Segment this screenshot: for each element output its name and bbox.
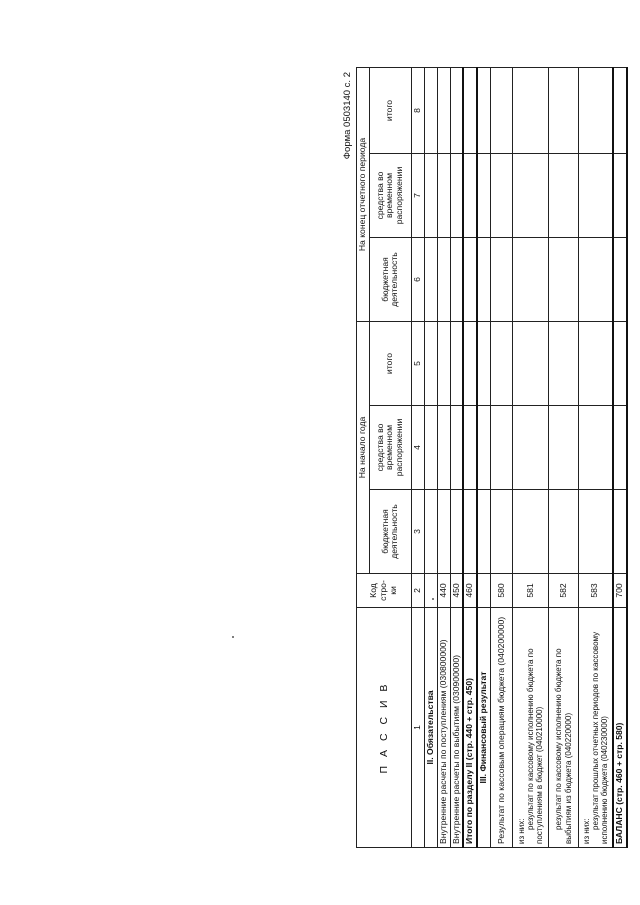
row-name: Внутренние расчеты по поступлениям (030800000) (437, 608, 450, 848)
row-name: Внутренние расчеты по выбытиям (030900000) (450, 608, 463, 848)
row-code: 580 (491, 574, 513, 608)
value-cell (549, 154, 579, 238)
value-cell (450, 322, 463, 406)
header-total: итого (369, 68, 411, 154)
value-cell (437, 68, 450, 154)
row-prefix: из них: (581, 818, 591, 844)
value-cell (437, 154, 450, 238)
row-code (477, 574, 490, 608)
value-cell (450, 490, 463, 574)
col-number: 7 (411, 154, 424, 238)
value-cell (513, 68, 549, 154)
value-cell (579, 490, 613, 574)
passive-table (356, 67, 628, 848)
row-name-text: результат по кассовому исполнению бюджета по выбытиям из бюджета (040220000) (554, 648, 573, 844)
value-cell (450, 238, 463, 322)
row-code: 700 (613, 574, 627, 608)
value-cell (549, 490, 579, 574)
col-number: 8 (411, 68, 424, 154)
value-cell (491, 322, 513, 406)
value-cell (437, 490, 450, 574)
row-name (513, 608, 549, 848)
table-row (613, 68, 627, 848)
header-code: Код стро- ки (357, 574, 412, 608)
value-cell (579, 68, 613, 154)
header-total: итого (369, 322, 411, 406)
value-cell (477, 322, 490, 406)
value-cell (579, 238, 613, 322)
table-row (463, 68, 477, 848)
value-cell (450, 68, 463, 154)
row-code: 450 (450, 574, 463, 608)
col-number: 2 (411, 574, 424, 608)
row-code: 582 (549, 574, 579, 608)
col-number: 1 (411, 608, 424, 848)
value-cell (579, 154, 613, 238)
value-cell (424, 406, 437, 490)
value-cell (424, 238, 437, 322)
table-row (549, 68, 579, 848)
value-cell (549, 68, 579, 154)
value-cell (613, 154, 627, 238)
table-row (437, 68, 450, 848)
value-cell (491, 68, 513, 154)
value-cell (437, 322, 450, 406)
value-cell (424, 490, 437, 574)
row-code: 460 (463, 574, 477, 608)
value-cell (477, 238, 490, 322)
value-cell (437, 238, 450, 322)
table-row (579, 68, 613, 848)
value-cell (513, 154, 549, 238)
row-name: БАЛАНС (стр. 460 + стр. 580) (613, 608, 627, 848)
value-cell (437, 406, 450, 490)
row-name: III. Финансовый результат (477, 608, 490, 848)
header-passive: П А С С И В (357, 608, 412, 848)
col-number: 6 (411, 238, 424, 322)
row-name (549, 608, 579, 848)
value-cell (579, 322, 613, 406)
value-cell (463, 322, 477, 406)
value-cell (477, 490, 490, 574)
row-name (579, 608, 613, 848)
col-number: 4 (411, 406, 424, 490)
rotated-form (340, 68, 640, 848)
value-cell (613, 68, 627, 154)
value-cell (463, 490, 477, 574)
table-row (513, 68, 549, 848)
value-cell (491, 490, 513, 574)
value-cell (513, 322, 549, 406)
value-cell (463, 406, 477, 490)
value-cell (613, 490, 627, 574)
value-cell (450, 406, 463, 490)
col-number: 3 (411, 490, 424, 574)
table-row (450, 68, 463, 848)
value-cell (450, 154, 463, 238)
row-name: Итого по разделу II (стр. 440 + стр. 450) (463, 608, 477, 848)
row-name: Результат по кассовым операциям бюджета (040200000) (491, 608, 513, 848)
value-cell (613, 322, 627, 406)
value-cell (549, 406, 579, 490)
row-name-text: результат прошлых отчетных периодов по кассовому исполнению бюджета (040230000) (590, 631, 609, 844)
value-cell (513, 238, 549, 322)
header-end-of-period: На конец отчетного периода (357, 68, 370, 322)
value-cell (491, 154, 513, 238)
value-cell (513, 490, 549, 574)
row-name: II. Обязательства (424, 608, 437, 848)
row-code: 583 (579, 574, 613, 608)
table-row (491, 68, 513, 848)
row-name-text: результат по кассовому исполнению бюджета по поступлениям в бюджет (040210000) (526, 648, 545, 844)
value-cell (491, 406, 513, 490)
value-cell (424, 154, 437, 238)
value-cell (424, 322, 437, 406)
row-prefix: из них: (516, 818, 526, 844)
row-code: 440 (437, 574, 450, 608)
table-row (477, 68, 490, 848)
value-cell (613, 238, 627, 322)
header-start-of-year: На начало года (357, 322, 370, 574)
form-label: Форма 0503140 с. 2 (342, 72, 353, 160)
value-cell (549, 238, 579, 322)
value-cell (463, 238, 477, 322)
value-cell (477, 406, 490, 490)
value-cell (463, 68, 477, 154)
value-cell (491, 238, 513, 322)
header-temp-funds: средства во временном распоряжении (369, 406, 411, 490)
table-row (424, 68, 437, 848)
value-cell (477, 154, 490, 238)
row-code (424, 574, 437, 608)
col-number: 5 (411, 322, 424, 406)
value-cell (477, 68, 490, 154)
value-cell (424, 68, 437, 154)
value-cell (513, 406, 549, 490)
value-cell (463, 154, 477, 238)
value-cell (613, 406, 627, 490)
scan-speck (232, 636, 234, 638)
header-budget-activity: бюджетная деятельность (369, 490, 411, 574)
header-budget-activity: бюджетная деятельность (369, 238, 411, 322)
value-cell (579, 406, 613, 490)
row-code: 581 (513, 574, 549, 608)
header-temp-funds: средства во временном распоряжении (369, 154, 411, 238)
value-cell (549, 322, 579, 406)
